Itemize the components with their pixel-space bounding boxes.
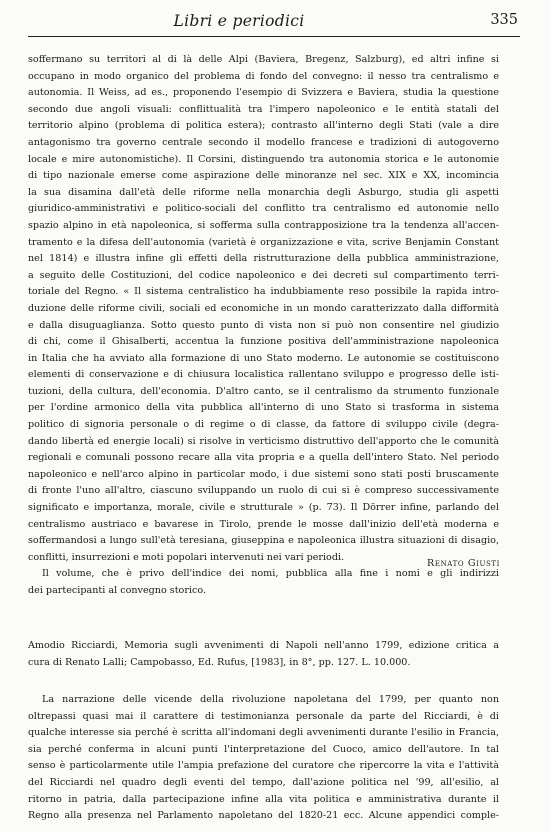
text-line: soffermano su territori al di là delle Alpi (Baviera, Bregenz, Salzburg), ed altri infine si: [28, 54, 499, 65]
text-line: secondo due angoli visuali: conflittualità tra l'impero napoleonico e le entità statali del: [28, 103, 499, 115]
review-2-body: [28, 692, 499, 825]
text-line: autonomia. Il Weiss, ad es., proponendo l'esempio di Svizzera e Baviera, studia la questione: [28, 87, 499, 99]
text-line: napoleonico e nell'arco alpino in particolar modo, i due sistemi sono stati posti bruscamente: [28, 468, 499, 480]
review-2-bibliographic-entry: [28, 638, 499, 672]
review-1-body: [28, 52, 499, 600]
text-line: tuzioni, della cultura, dell'economia. D'altro canto, se il centralismo da strumento funzionale: [28, 385, 499, 397]
text-line: dando libertà ed energie locali) si risolve in verticismo distruttivo dell'apporto che le comunità: [28, 435, 499, 447]
text-line: significato e importanza, morale, civile e strutturale » (p. 73). Il Dörrer infine, parlando del: [28, 502, 499, 514]
page-header: [28, 10, 520, 37]
text-line: Il volume, che è privo dell'indice dei nomi, pubblica alla fine i nomi e gli indirizzi: [42, 568, 499, 580]
text-line: sia perché conferma in alcuni punti l'interpretazione del Cuoco, amico dell'autore. In tal: [28, 743, 499, 755]
text-line: per l'ordine armonico della vita pubblica all'interno di uno Stato si trasforma in sistema: [28, 402, 499, 414]
text-line: a seguito delle Costituzioni, del codice napoleonico e dei decreti sul compartimento terri-: [28, 269, 499, 281]
text-line: tramento e la difesa dell'autonomia (varietà è organizzazione e vita, scrive Benjamin Constant: [28, 236, 499, 248]
text-line: la sua disamina dall'età delle riforme nella monarchia degli Asburgo, studia gli aspetti: [28, 186, 499, 198]
text-line: conflitti, insurrezioni e moti popolari intervenuti nei vari periodi.: [28, 551, 345, 563]
reviewer-signature: Renato Giusti: [427, 558, 500, 569]
text-line: nel 1814) e illustra infine gli effetti della ristrutturazione della pubblica amministrazione,: [28, 253, 499, 265]
text-line: centralismo austriaco e bavarese in Tirolo, prende le mosse dall'inizio dell'età moderna e: [28, 518, 499, 530]
text-line: soffermandosi a lungo sull'età teresiana, giuseppina e napoleonica illustra situazioni di disagio,: [28, 535, 499, 547]
text-line: in Italia che ha avviato alla formazione di uno Stato moderno. Le autonomie se costituiscono: [28, 352, 499, 364]
text-line: duzione delle riforme civili, sociali ed economiche in un mondo caratterizzato dalla difformità: [28, 302, 499, 314]
bibliographic-line: Amodio Ricciardi, Memoria sugli avvenimenti di Napoli nell'anno 1799, edizione critica a: [28, 640, 499, 651]
text-line: del Ricciardi nel quadro degli eventi del tempo, dall'azione politica nel '99, all'esilio, al: [28, 776, 499, 788]
text-line: La narrazione delle vicende della rivoluzione napoletana del 1799, per quanto non: [42, 694, 499, 705]
text-line: occupano in modo organico del problema di fondo del convegno: il nesso tra centralismo e: [28, 70, 499, 82]
bibliographic-line: cura di Renato Lalli; Campobasso, Ed. Rufus, [1983], in 8°, pp. 127. L. 10.000.: [28, 656, 411, 668]
page-number: 335: [490, 12, 518, 28]
text-line: spazio alpino in età napoleonica, si sofferma sulla contrapposizione tra la tendenza all'accen-: [28, 219, 499, 231]
text-line: dei partecipanti al convegno storico.: [28, 585, 207, 596]
text-line: toriale del Regno. « Il sistema centralistico ha indubbiamente reso possibile la rapida intro-: [28, 286, 499, 298]
text-line: elementi di conservazione e di chiusura localistica rallentano sviluppo e progresso delle isti-: [28, 369, 499, 381]
text-line: di fronte l'uno all'altro, ciascuno sviluppando un ruolo di cui si è compreso successivamente: [28, 485, 499, 497]
text-line: territorio alpino (problema di politica estera); contrasto all'interno degli Stati (vale a dire: [28, 120, 499, 132]
text-line: di tipo nazionale emerse come aspirazione delle minoranze nel sec. XIX e XX, incomincia: [28, 170, 499, 182]
text-line: locale e mire autonomistiche). Il Corsini, distinguendo tra autonomia storica e le autonomie: [28, 153, 499, 165]
text-line: giuridico-amministrativi e politico-sociali del conflitto tra centralismo ed autonomie nello: [28, 203, 499, 215]
text-line: e dalla disuguaglianza. Sotto questo punto di vista non si può non consentire nel giudizio: [28, 319, 499, 331]
text-line: politico di signoria personale o di regime o di classe, da fattore di sviluppo civile (degra-: [28, 419, 499, 431]
text-line: qualche interesse sia perché è scritta all'indomani degli avvenimenti durante l'esilio in Francia,: [28, 727, 499, 739]
text-line: senso è particolarmente utile l'ampia prefazione del curatore che ripercorre la vita e l'attività: [28, 760, 499, 772]
text-line: regionali e comunali possono recare alla vita propria e a quella dell'intero Stato. Nel periodo: [28, 452, 499, 464]
text-line: ritorno in patria, dalla partecipazione infine alla vita politica e amministrativa durante il: [28, 793, 499, 805]
text-line: antagonismo tra governo centrale secondo il modello francese e tradizioni di autogoverno: [28, 136, 499, 148]
text-line: di chi, come il Ghisalberti, accentua la funzione positiva dell'amministrazione napoleonica: [28, 336, 499, 348]
text-line: oltrepassi quasi mai il carattere di testimonianza personale da parte del Ricciardi, è di: [28, 710, 499, 722]
running-head: Libri e periodici: [173, 12, 305, 30]
text-line: Regno alla presenza nel Parlamento napoletano del 1820-21 ecc. Alcune appendici comple-: [28, 810, 499, 822]
